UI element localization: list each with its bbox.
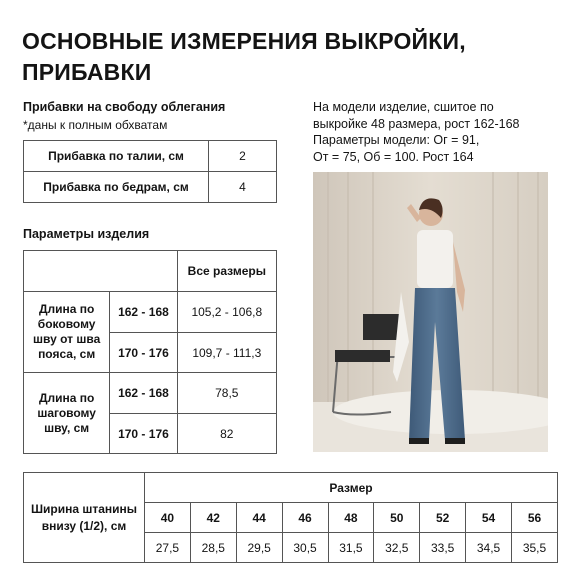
ease-row	[24, 141, 277, 172]
params-height: 170 - 176	[110, 333, 177, 373]
width-value: 31,5	[328, 533, 374, 563]
params-empty-corner	[24, 251, 178, 292]
model-line: На модели изделие, сшитое по	[313, 100, 494, 114]
width-value: 33,5	[420, 533, 466, 563]
width-row-label: Ширина штанины внизу (1/2), см	[24, 473, 145, 563]
ease-table	[23, 140, 277, 203]
width-value: 28,5	[190, 533, 236, 563]
params-row	[24, 373, 277, 414]
size-cell: 44	[236, 503, 282, 533]
size-header: Размер	[145, 473, 558, 503]
size-cell: 54	[466, 503, 512, 533]
params-group-label: Длина по шаговому шву, см	[24, 373, 110, 454]
model-photo	[313, 172, 548, 452]
params-group-label: Длина по боковому шву от шва пояса, см	[24, 292, 110, 373]
ease-note: *даны к полным обхватам	[23, 118, 168, 132]
ease-value: 2	[209, 141, 277, 172]
ease-heading: Прибавки на свободу облегания	[23, 100, 226, 114]
params-table	[23, 250, 277, 454]
size-cell: 52	[420, 503, 466, 533]
params-value: 78,5	[177, 373, 276, 414]
model-line: выкройке 48 размера, рост 162-168	[313, 116, 520, 131]
width-value: 27,5	[145, 533, 191, 563]
params-height: 170 - 176	[110, 414, 177, 454]
width-value: 32,5	[374, 533, 420, 563]
width-value: 34,5	[466, 533, 512, 563]
params-header-row	[24, 251, 277, 292]
ease-label: Прибавка по талии, см	[24, 141, 209, 172]
width-value: 30,5	[282, 533, 328, 563]
width-value: 29,5	[236, 533, 282, 563]
size-cell: 48	[328, 503, 374, 533]
width-header-row	[24, 473, 558, 503]
size-cell: 42	[190, 503, 236, 533]
params-height: 162 - 168	[110, 292, 177, 333]
page-title: ОСНОВНЫЕ ИЗМЕРЕНИЯ ВЫКРОЙКИ, ПРИБАВКИ	[22, 28, 466, 85]
params-value: 82	[177, 414, 276, 454]
params-col-header: Все размеры	[177, 251, 276, 292]
params-row	[24, 292, 277, 333]
size-cell: 50	[374, 503, 420, 533]
size-cell: 56	[512, 503, 558, 533]
ease-label: Прибавка по бедрам, см	[24, 172, 209, 203]
params-value: 105,2 - 106,8	[177, 292, 276, 333]
size-cell: 46	[282, 503, 328, 533]
ease-value: 4	[209, 172, 277, 203]
size-cell: 40	[145, 503, 191, 533]
ease-row	[24, 172, 277, 203]
params-value: 109,7 - 111,3	[177, 333, 276, 373]
model-line: От = 75, Об = 100. Рост 164	[313, 149, 474, 164]
width-table	[23, 472, 558, 563]
params-height: 162 - 168	[110, 373, 177, 414]
model-description	[313, 99, 563, 165]
model-line: Параметры модели: Ог = 91,	[313, 133, 480, 147]
params-heading: Параметры изделия	[23, 227, 150, 241]
width-value: 35,5	[512, 533, 558, 563]
